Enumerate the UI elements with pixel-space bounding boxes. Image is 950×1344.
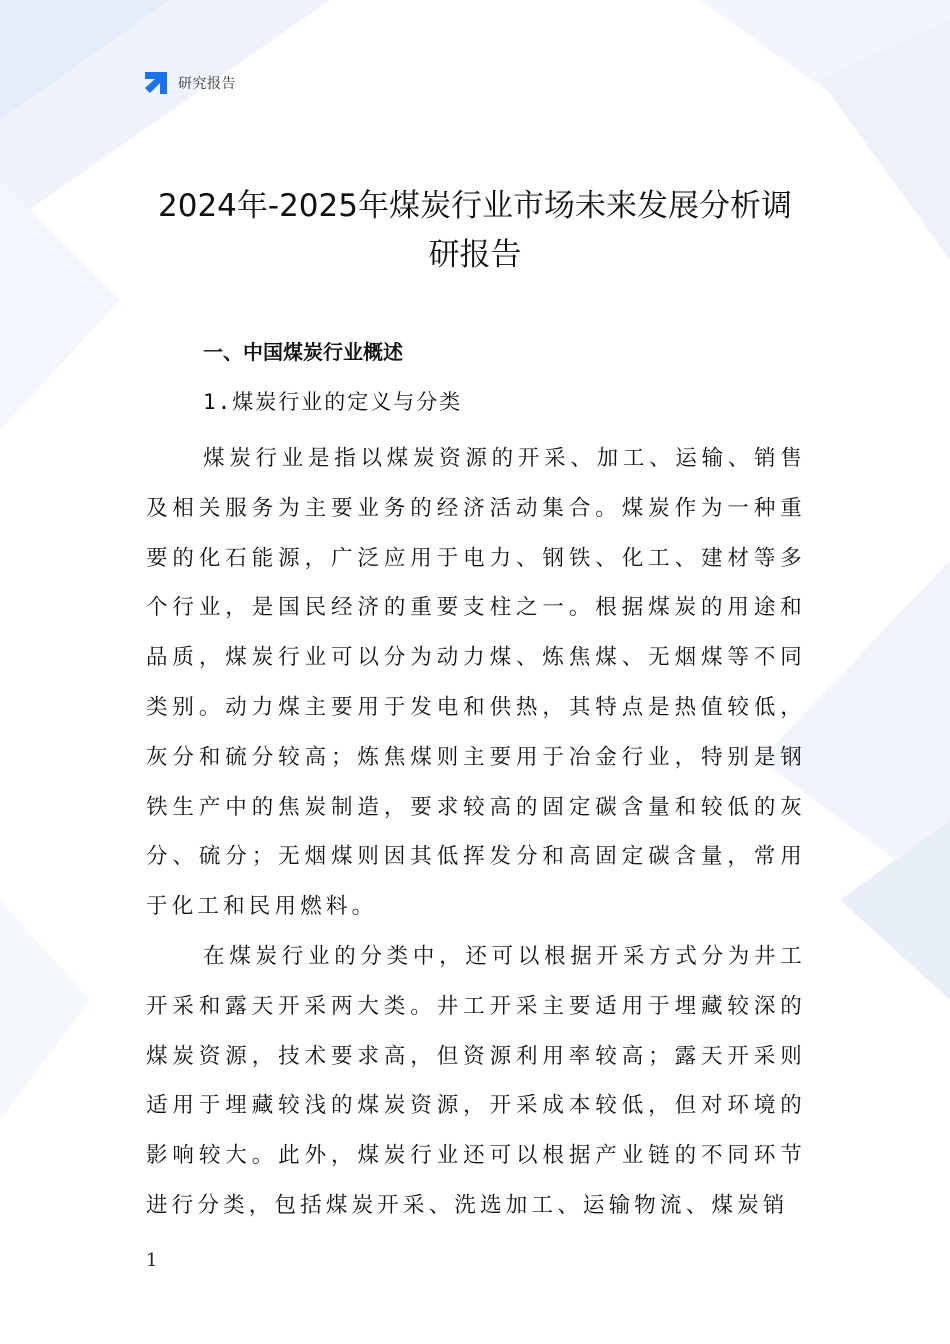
body-paragraph: 煤炭行业是指以煤炭资源的开采、加工、运输、销售及相关服务为主要业务的经济活动集合。煤炭作为一种重要的化石能源，广泛应用于电力、钢铁、化工、建材等多个行业，是国民经济的重要支柱之一。根据煤炭的用途和品质，煤炭行业可以分为动力煤、炼焦煤、无烟煤等不同类别。动力煤主要用于发电和供热，其特点是热值较低，灰分和硫分较高；炼焦煤则主要用于冶金行业，特别是钢铁生产中的焦炭制造，要求较高的固定碳含量和较低的灰分、硫分；无烟煤则因其低挥发分和高固定碳含量，常用于化工和民用燃料。 [146,446,806,920]
brand-label: 研究报告 [178,76,236,92]
arrow-logo-icon [143,70,169,96]
report-header [143,68,236,98]
section-heading: 一、中国煤炭行业概述 [203,340,403,364]
page-number: 1 [146,1250,158,1271]
title-line-1: 2024年-2025年煤炭行业市场未来发展分析调 [158,188,792,224]
sub-heading: 1.煤炭行业的定义与分类 [203,390,463,414]
document-title [120,182,830,280]
title-line-2: 研报告 [428,237,522,273]
body-paragraph: 在煤炭行业的分类中，还可以根据开采方式分为井工开采和露天开采两大类。井工开采主要适用于埋藏较深的煤炭资源，技术要求高，但资源利用率较高；露天开采则适用于埋藏较浅的煤炭资源，开采成本较低，但对环境的影响较大。此外，煤炭行业还可以根据产业链的不同环节进行分类，包括煤炭开采、洗选加工、运输物流、煤炭销 [146,943,806,1218]
document-body [146,334,806,1231]
